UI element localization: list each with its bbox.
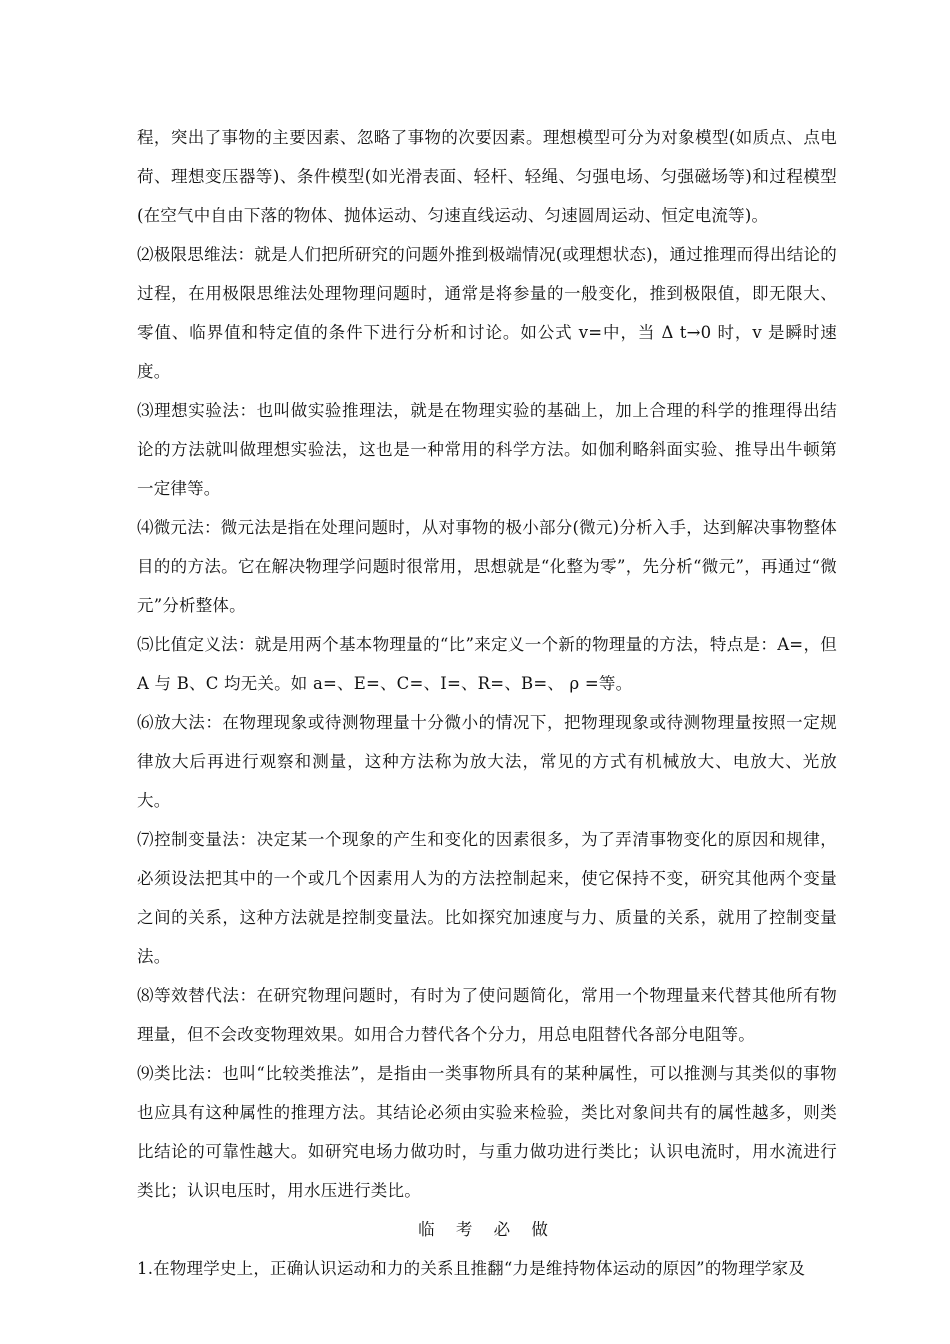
paragraph-analogy: ⑼类比法：也叫“比较类推法”，是指由一类事物所具有的某种属性，可以推测与其类似的事物也应具有这种属性的推理方法。其结论必须由实验来检验，类比对象间共有的属性越多，则类比结论的可靠性越大。如研究电场力做功时，与重力做功进行类比；认识电流时，用水流进行类比；认识电压时，用水压进行类比。 [137,1064,837,1200]
paragraph-micro-element: ⑷微元法：微元法是指在处理问题时，从对事物的极小部分(微元)分析入手，达到解决事物整体目的的方法。它在解决物理学问题时很常用，思想就是“化整为零”，先分析“微元”，再通过“微元”分析整体。 [137,518,837,615]
section-heading: 临 考 必 做 [418,1220,556,1239]
paragraph-control-variable: ⑺控制变量法：决定某一个现象的产生和变化的因素很多，为了弄清事物变化的原因和规律，必须设法把其中的一个或几个因素用人为的方法控制起来，使它保持不变，研究其他两个变量之间的关系，这种方法就是控制变量法。比如探究加速度与力、质量的关系，就用了控制变量法。 [137,830,837,966]
paragraph-equivalent-substitution: ⑻等效替代法：在研究物理问题时，有时为了使问题简化，常用一个物理量来代替其他所有物理量，但不会改变物理效果。如用合力替代各个分力，用总电阻替代各部分电阻等。 [137,986,837,1044]
document-body [137,118,837,1288]
question-1: 1.在物理学史上，正确认识运动和力的关系且推翻“力是维持物体运动的原因”的物理学家及 [137,1259,806,1278]
paragraph-limit-thinking: ⑵极限思维法：就是人们把所研究的问题外推到极端情况(或理想状态)，通过推理而得出结论的过程，在用极限思维法处理物理问题时，通常是将参量的一般变化，推到极限值，即无限大、零值、临界值和特定值的条件下进行分析和讨论。如公式 v=中，当 Δ t→0 时，v 是瞬时速度。 [137,245,837,381]
paragraph-ratio-definition: ⑸比值定义法：就是用两个基本物理量的“比”来定义一个新的物理量的方法，特点是：A=，但 A 与 B、C 均无关。如 a=、E=、C=、I=、R=、B=、 ρ =等。 [137,635,837,693]
paragraph-model-continuation: 程，突出了事物的主要因素、忽略了事物的次要因素。理想模型可分为对象模型(如质点、点电荷、理想变压器等)、条件模型(如光滑表面、轻杆、轻绳、匀强电场、匀强磁场等)和过程模型(在空气中自由下落的物体、抛体运动、匀速直线运动、匀速圆周运动、恒定电流等)。 [137,128,837,225]
paragraph-amplification: ⑹放大法：在物理现象或待测物理量十分微小的情况下，把物理现象或待测物理量按照一定规律放大后再进行观察和测量，这种方法称为放大法，常见的方式有机械放大、电放大、光放大。 [137,713,837,810]
paragraph-ideal-experiment: ⑶理想实验法：也叫做实验推理法，就是在物理实验的基础上，加上合理的科学的推理得出结论的方法就叫做理想实验法，这也是一种常用的科学方法。如伽利略斜面实验、推导出牛顿第一定律等。 [137,401,837,498]
